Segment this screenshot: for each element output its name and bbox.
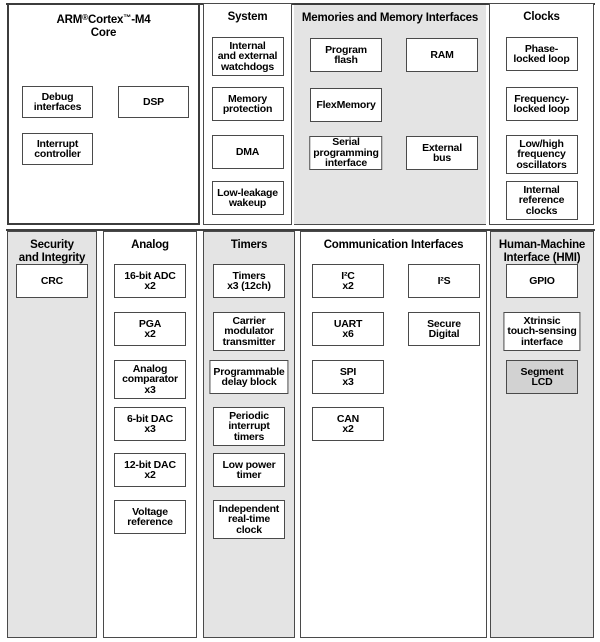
- registered-mark: ®: [82, 13, 89, 22]
- block-xtrinsic-touch-sensing-interface: Xtrinsic touch-sensing interface: [503, 312, 580, 351]
- section-arm-cortex-m4-core: [7, 3, 200, 225]
- section-title-hmi: Human-Machine Interface (HMI): [498, 239, 586, 264]
- section-security-and-integrity: [7, 231, 97, 638]
- block-frequency-locked-loop: Frequency- locked loop: [506, 87, 578, 121]
- section-analog: [103, 231, 197, 638]
- block-dma: DMA: [212, 135, 284, 169]
- trademark-mark: ™: [123, 13, 132, 22]
- block-carrier-modulator-transmitter: Carrier modulator transmitter: [213, 312, 285, 351]
- section-communication-interfaces: [300, 231, 487, 638]
- block-16bit-adc: 16-bit ADC x2: [114, 264, 186, 298]
- section-title-analog: Analog: [131, 239, 169, 251]
- block-ram: RAM: [406, 38, 478, 72]
- block-independent-real-time-clock: Independent real-time clock: [213, 500, 285, 539]
- section-timers: [203, 231, 295, 638]
- block-analog-comparator: Analog comparator x3: [114, 360, 186, 399]
- block-programmable-delay-block: Programmable delay block: [209, 360, 288, 394]
- block-uart: UART x6: [312, 312, 384, 346]
- block-crc: CRC: [16, 264, 88, 298]
- section-title-core: ARM®Cortex™-M4 Core: [56, 13, 151, 39]
- section-clocks: [489, 3, 594, 225]
- block-12bit-dac: 12-bit DAC x2: [114, 453, 186, 487]
- block-flexmemory: FlexMemory: [310, 88, 382, 122]
- block-internal-reference-clocks: Internal reference clocks: [506, 181, 578, 220]
- section-system: [203, 3, 292, 225]
- section-title-system: System: [227, 11, 268, 23]
- section-human-machine-interface: [490, 231, 594, 638]
- block-6bit-dac: 6-bit DAC x3: [114, 407, 186, 441]
- block-debug-interfaces: Debug interfaces: [22, 86, 93, 118]
- block-interrupt-controller: Interrupt controller: [22, 133, 93, 165]
- block-phase-locked-loop: Phase- locked loop: [506, 37, 578, 71]
- block-dsp: DSP: [118, 86, 189, 118]
- block-voltage-reference: Voltage reference: [114, 500, 186, 534]
- section-title-clocks: Clocks: [523, 11, 560, 23]
- block-low-high-frequency-oscillators: Low/high frequency oscillators: [506, 135, 578, 174]
- block-external-bus: External bus: [406, 136, 478, 170]
- block-pga: PGA x2: [114, 312, 186, 346]
- block-memory-protection: Memory protection: [212, 87, 284, 121]
- section-title-communication: Communication Interfaces: [323, 239, 464, 251]
- block-secure-digital: Secure Digital: [408, 312, 480, 346]
- block-can: CAN x2: [312, 407, 384, 441]
- block-spi: SPI x3: [312, 360, 384, 394]
- block-i2s: I²S: [408, 264, 480, 298]
- block-gpio: GPIO: [506, 264, 578, 298]
- block-periodic-interrupt-timers: Periodic interrupt timers: [213, 407, 285, 446]
- section-title-timers: Timers: [230, 239, 268, 251]
- block-i2c: I²C x2: [312, 264, 384, 298]
- block-low-leakage-wakeup: Low-leakage wakeup: [212, 181, 284, 215]
- section-title-security: Security and Integrity: [18, 239, 86, 264]
- section-memories: [294, 3, 486, 225]
- block-timers-x3: Timers x3 (12ch): [213, 264, 285, 298]
- section-title-memories: Memories and Memory Interfaces: [301, 12, 479, 24]
- block-internal-external-watchdogs: Internal and external watchdogs: [212, 37, 284, 76]
- block-low-power-timer: Low power timer: [213, 453, 285, 487]
- block-serial-programming-interface: Serial programming interface: [309, 136, 382, 170]
- block-segment-lcd: Segment LCD: [506, 360, 578, 394]
- block-program-flash: Program flash: [310, 38, 382, 72]
